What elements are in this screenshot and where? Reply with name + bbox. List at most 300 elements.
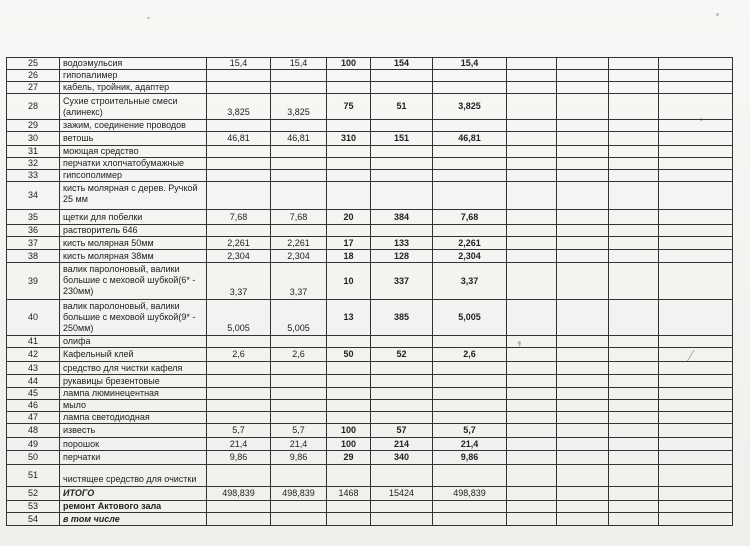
- empty-cell: [507, 375, 557, 388]
- item-name: моющая средство: [60, 146, 207, 158]
- qty-2: 5,005: [271, 300, 327, 336]
- empty-cell: [507, 362, 557, 375]
- table-row: [7, 362, 733, 375]
- qty-5: [433, 375, 507, 388]
- table-row: [7, 513, 733, 526]
- qty-4: [371, 412, 433, 424]
- qty-3: 310: [327, 132, 371, 146]
- qty-2: 3,825: [271, 94, 327, 120]
- table-row: [7, 158, 733, 170]
- row-number: 42: [7, 348, 60, 362]
- qty-2: 15,4: [271, 58, 327, 70]
- empty-cell: [659, 487, 733, 501]
- table-row: [7, 263, 733, 300]
- empty-cell: [659, 451, 733, 465]
- row-number: 46: [7, 400, 60, 412]
- qty-1: 7,68: [207, 210, 271, 225]
- qty-3: [327, 146, 371, 158]
- empty-cell: [609, 146, 659, 158]
- empty-cell: [507, 465, 557, 487]
- qty-5: [433, 182, 507, 210]
- qty-4: 151: [371, 132, 433, 146]
- table-row: [7, 501, 733, 513]
- qty-5: [433, 170, 507, 182]
- qty-1: [207, 400, 271, 412]
- empty-cell: [659, 412, 733, 424]
- qty-4: 385: [371, 300, 433, 336]
- item-name: кисть молярная 50мм: [60, 237, 207, 250]
- row-number: 44: [7, 375, 60, 388]
- qty-4: [371, 225, 433, 237]
- qty-3: [327, 182, 371, 210]
- qty-4: [371, 120, 433, 132]
- empty-cell: [659, 438, 733, 451]
- empty-cell: [609, 58, 659, 70]
- empty-cell: [609, 424, 659, 438]
- empty-cell: [659, 120, 733, 132]
- empty-cell: [507, 250, 557, 263]
- qty-2: [271, 170, 327, 182]
- table-row: [7, 300, 733, 336]
- qty-2: [271, 120, 327, 132]
- row-number: 35: [7, 210, 60, 225]
- empty-cell: [609, 451, 659, 465]
- item-name: лампа люминецентная: [60, 388, 207, 400]
- qty-5: 46,81: [433, 132, 507, 146]
- qty-4: 133: [371, 237, 433, 250]
- empty-cell: [609, 250, 659, 263]
- qty-2: 5,7: [271, 424, 327, 438]
- row-number: 37: [7, 237, 60, 250]
- item-name: растворитель 646: [60, 225, 207, 237]
- empty-cell: [609, 170, 659, 182]
- empty-cell: [507, 424, 557, 438]
- empty-cell: [557, 132, 609, 146]
- qty-3: [327, 70, 371, 82]
- pen-mark: ⁄: [690, 348, 693, 365]
- qty-1: [207, 120, 271, 132]
- row-number: 40: [7, 300, 60, 336]
- empty-cell: [609, 182, 659, 210]
- item-name: водоэмульсия: [60, 58, 207, 70]
- qty-5: 5,7: [433, 424, 507, 438]
- table-row: [7, 400, 733, 412]
- item-name: перчатки хлопчатобумажные: [60, 158, 207, 170]
- table-row: [7, 375, 733, 388]
- qty-1: [207, 362, 271, 375]
- row-number: 49: [7, 438, 60, 451]
- empty-cell: [557, 501, 609, 513]
- qty-3: [327, 120, 371, 132]
- empty-cell: [659, 336, 733, 348]
- scan-speck: [147, 17, 150, 19]
- empty-cell: [659, 210, 733, 225]
- empty-cell: [659, 362, 733, 375]
- qty-2: [271, 146, 327, 158]
- qty-1: [207, 182, 271, 210]
- qty-4: 337: [371, 263, 433, 300]
- qty-2: [271, 336, 327, 348]
- qty-5: 498,839: [433, 487, 507, 501]
- empty-cell: [609, 120, 659, 132]
- table-row: [7, 438, 733, 451]
- qty-1: 5,7: [207, 424, 271, 438]
- qty-1: 3,37: [207, 263, 271, 300]
- qty-2: 2,6: [271, 348, 327, 362]
- item-name: рукавицы брезентовые: [60, 375, 207, 388]
- qty-2: [271, 82, 327, 94]
- qty-2: 2,261: [271, 237, 327, 250]
- empty-cell: [507, 487, 557, 501]
- qty-4: 214: [371, 438, 433, 451]
- qty-3: [327, 465, 371, 487]
- empty-cell: [557, 225, 609, 237]
- qty-3: [327, 513, 371, 526]
- empty-cell: [557, 120, 609, 132]
- empty-cell: [557, 70, 609, 82]
- empty-cell: [609, 400, 659, 412]
- qty-5: 2,6: [433, 348, 507, 362]
- qty-2: 46,81: [271, 132, 327, 146]
- qty-3: 10: [327, 263, 371, 300]
- empty-cell: [609, 82, 659, 94]
- empty-cell: [609, 438, 659, 451]
- item-name: Сухие строительные смеси (алинекс): [60, 94, 207, 120]
- qty-3: 17: [327, 237, 371, 250]
- table-row: [7, 237, 733, 250]
- row-number: 48: [7, 424, 60, 438]
- table-row: [7, 412, 733, 424]
- qty-1: [207, 388, 271, 400]
- qty-5: 2,304: [433, 250, 507, 263]
- table-row: [7, 146, 733, 158]
- empty-cell: [557, 400, 609, 412]
- qty-2: [271, 501, 327, 513]
- empty-cell: [507, 132, 557, 146]
- empty-cell: [507, 300, 557, 336]
- table-row: [7, 465, 733, 487]
- row-number: 47: [7, 412, 60, 424]
- qty-1: [207, 336, 271, 348]
- qty-4: [371, 375, 433, 388]
- qty-4: 128: [371, 250, 433, 263]
- empty-cell: [507, 412, 557, 424]
- qty-4: 57: [371, 424, 433, 438]
- empty-cell: [659, 348, 733, 362]
- qty-4: [371, 182, 433, 210]
- empty-cell: [557, 451, 609, 465]
- empty-cell: [659, 300, 733, 336]
- item-name: валик паролоновый, валики большие с меховой шубкой(6* - 230мм): [60, 263, 207, 300]
- empty-cell: [659, 237, 733, 250]
- row-number: 45: [7, 388, 60, 400]
- qty-3: [327, 170, 371, 182]
- empty-cell: [609, 487, 659, 501]
- empty-cell: [609, 388, 659, 400]
- table-row: [7, 132, 733, 146]
- table-row: [7, 225, 733, 237]
- table-row: [7, 210, 733, 225]
- item-name: известь: [60, 424, 207, 438]
- empty-cell: [659, 501, 733, 513]
- empty-cell: [609, 70, 659, 82]
- empty-cell: [557, 94, 609, 120]
- row-number: 43: [7, 362, 60, 375]
- empty-cell: [507, 120, 557, 132]
- qty-5: [433, 501, 507, 513]
- qty-1: [207, 70, 271, 82]
- empty-cell: [659, 250, 733, 263]
- empty-cell: [557, 158, 609, 170]
- empty-cell: [609, 300, 659, 336]
- qty-2: [271, 362, 327, 375]
- qty-5: [433, 70, 507, 82]
- empty-cell: [609, 375, 659, 388]
- qty-3: 20: [327, 210, 371, 225]
- empty-cell: [507, 388, 557, 400]
- item-name: ремонт Актового зала: [60, 501, 207, 513]
- empty-cell: [507, 158, 557, 170]
- qty-3: 100: [327, 58, 371, 70]
- empty-cell: [507, 58, 557, 70]
- item-name: средство для чистки кафеля: [60, 362, 207, 375]
- row-number: 52: [7, 487, 60, 501]
- row-number: 50: [7, 451, 60, 465]
- qty-1: 9,86: [207, 451, 271, 465]
- qty-3: [327, 375, 371, 388]
- qty-2: 9,86: [271, 451, 327, 465]
- empty-cell: [507, 182, 557, 210]
- item-name: кисть молярная 38мм: [60, 250, 207, 263]
- qty-3: [327, 400, 371, 412]
- table-row: [7, 451, 733, 465]
- qty-2: [271, 465, 327, 487]
- qty-1: 15,4: [207, 58, 271, 70]
- empty-cell: [659, 424, 733, 438]
- empty-cell: [507, 82, 557, 94]
- qty-3: [327, 158, 371, 170]
- empty-cell: [507, 70, 557, 82]
- item-name: Кафельный клей: [60, 348, 207, 362]
- item-name: ИТОГО: [60, 487, 207, 501]
- empty-cell: [557, 300, 609, 336]
- qty-5: [433, 158, 507, 170]
- qty-5: [433, 513, 507, 526]
- empty-cell: [557, 146, 609, 158]
- qty-5: 21,4: [433, 438, 507, 451]
- empty-cell: [659, 388, 733, 400]
- qty-5: [433, 82, 507, 94]
- qty-4: [371, 82, 433, 94]
- row-number: 34: [7, 182, 60, 210]
- empty-cell: [557, 465, 609, 487]
- empty-cell: [557, 82, 609, 94]
- empty-cell: [609, 465, 659, 487]
- item-name: в том числе: [60, 513, 207, 526]
- empty-cell: [659, 158, 733, 170]
- empty-cell: [507, 438, 557, 451]
- qty-2: [271, 388, 327, 400]
- qty-1: [207, 375, 271, 388]
- qty-3: 18: [327, 250, 371, 263]
- row-number: 25: [7, 58, 60, 70]
- item-name: кабель, тройник, адаптер: [60, 82, 207, 94]
- pen-mark: ❜: [517, 340, 523, 357]
- qty-4: [371, 388, 433, 400]
- qty-5: [433, 388, 507, 400]
- empty-cell: [507, 146, 557, 158]
- item-name: гипопалимер: [60, 70, 207, 82]
- qty-3: [327, 82, 371, 94]
- item-name: щетки для побелки: [60, 210, 207, 225]
- table-row: [7, 82, 733, 94]
- row-number: 33: [7, 170, 60, 182]
- empty-cell: [659, 70, 733, 82]
- qty-3: 13: [327, 300, 371, 336]
- qty-5: 2,261: [433, 237, 507, 250]
- row-number: 38: [7, 250, 60, 263]
- qty-1: 2,304: [207, 250, 271, 263]
- empty-cell: [557, 237, 609, 250]
- empty-cell: [507, 225, 557, 237]
- empty-cell: [659, 182, 733, 210]
- row-number: 51: [7, 465, 60, 487]
- qty-5: [433, 146, 507, 158]
- qty-2: 21,4: [271, 438, 327, 451]
- qty-5: 3,825: [433, 94, 507, 120]
- empty-cell: [609, 412, 659, 424]
- item-name: лампа светодиодная: [60, 412, 207, 424]
- qty-5: 7,68: [433, 210, 507, 225]
- qty-3: [327, 225, 371, 237]
- item-name: мыло: [60, 400, 207, 412]
- empty-cell: [557, 170, 609, 182]
- empty-cell: [659, 400, 733, 412]
- qty-4: 154: [371, 58, 433, 70]
- table-row: [7, 94, 733, 120]
- qty-2: [271, 375, 327, 388]
- empty-cell: [507, 263, 557, 300]
- table-row: [7, 58, 733, 70]
- item-name: олифа: [60, 336, 207, 348]
- row-number: 32: [7, 158, 60, 170]
- qty-4: [371, 400, 433, 412]
- empty-cell: [609, 336, 659, 348]
- qty-5: [433, 120, 507, 132]
- empty-cell: [557, 250, 609, 263]
- empty-cell: [659, 263, 733, 300]
- qty-4: [371, 146, 433, 158]
- empty-cell: [557, 210, 609, 225]
- empty-cell: [609, 362, 659, 375]
- qty-1: 5,005: [207, 300, 271, 336]
- qty-2: [271, 513, 327, 526]
- row-number: 41: [7, 336, 60, 348]
- qty-4: [371, 501, 433, 513]
- row-number: 53: [7, 501, 60, 513]
- qty-4: [371, 158, 433, 170]
- qty-1: 2,261: [207, 237, 271, 250]
- empty-cell: [609, 210, 659, 225]
- empty-cell: [507, 170, 557, 182]
- table-row: [7, 336, 733, 348]
- table-row: [7, 487, 733, 501]
- empty-cell: [609, 263, 659, 300]
- qty-4: 340: [371, 451, 433, 465]
- qty-5: 3,37: [433, 263, 507, 300]
- item-name: кисть молярная с дерев. Ручкой 25 мм: [60, 182, 207, 210]
- qty-1: 498,839: [207, 487, 271, 501]
- table-row: [7, 182, 733, 210]
- row-number: 31: [7, 146, 60, 158]
- empty-cell: [659, 513, 733, 526]
- empty-cell: [507, 336, 557, 348]
- row-number: 29: [7, 120, 60, 132]
- empty-cell: [659, 225, 733, 237]
- empty-cell: [609, 501, 659, 513]
- qty-1: [207, 82, 271, 94]
- qty-1: 3,825: [207, 94, 271, 120]
- table-row: [7, 424, 733, 438]
- empty-cell: [659, 58, 733, 70]
- item-name: гипсополимер: [60, 170, 207, 182]
- qty-1: [207, 513, 271, 526]
- qty-3: [327, 336, 371, 348]
- qty-5: [433, 465, 507, 487]
- row-number: 36: [7, 225, 60, 237]
- empty-cell: [557, 182, 609, 210]
- qty-2: [271, 70, 327, 82]
- qty-4: [371, 362, 433, 375]
- item-name: чистящее средство для очистки: [60, 465, 207, 487]
- item-name: порошок: [60, 438, 207, 451]
- qty-1: 21,4: [207, 438, 271, 451]
- empty-cell: [557, 375, 609, 388]
- empty-cell: [557, 336, 609, 348]
- row-number: 54: [7, 513, 60, 526]
- empty-cell: [507, 513, 557, 526]
- empty-cell: [659, 465, 733, 487]
- qty-2: [271, 400, 327, 412]
- qty-2: 498,839: [271, 487, 327, 501]
- empty-cell: [659, 375, 733, 388]
- table-row: [7, 250, 733, 263]
- qty-2: 2,304: [271, 250, 327, 263]
- qty-3: [327, 412, 371, 424]
- table-row: [7, 388, 733, 400]
- empty-cell: [557, 438, 609, 451]
- empty-cell: [557, 263, 609, 300]
- qty-4: [371, 513, 433, 526]
- row-number: 27: [7, 82, 60, 94]
- empty-cell: [507, 400, 557, 412]
- empty-cell: [557, 388, 609, 400]
- empty-cell: [609, 158, 659, 170]
- qty-4: 51: [371, 94, 433, 120]
- table-row: [7, 70, 733, 82]
- empty-cell: [557, 487, 609, 501]
- qty-2: [271, 225, 327, 237]
- empty-cell: [557, 412, 609, 424]
- empty-cell: [507, 94, 557, 120]
- qty-5: [433, 400, 507, 412]
- table-row: [7, 348, 733, 362]
- empty-cell: [507, 451, 557, 465]
- empty-cell: [659, 94, 733, 120]
- qty-2: 7,68: [271, 210, 327, 225]
- row-number: 30: [7, 132, 60, 146]
- qty-5: [433, 362, 507, 375]
